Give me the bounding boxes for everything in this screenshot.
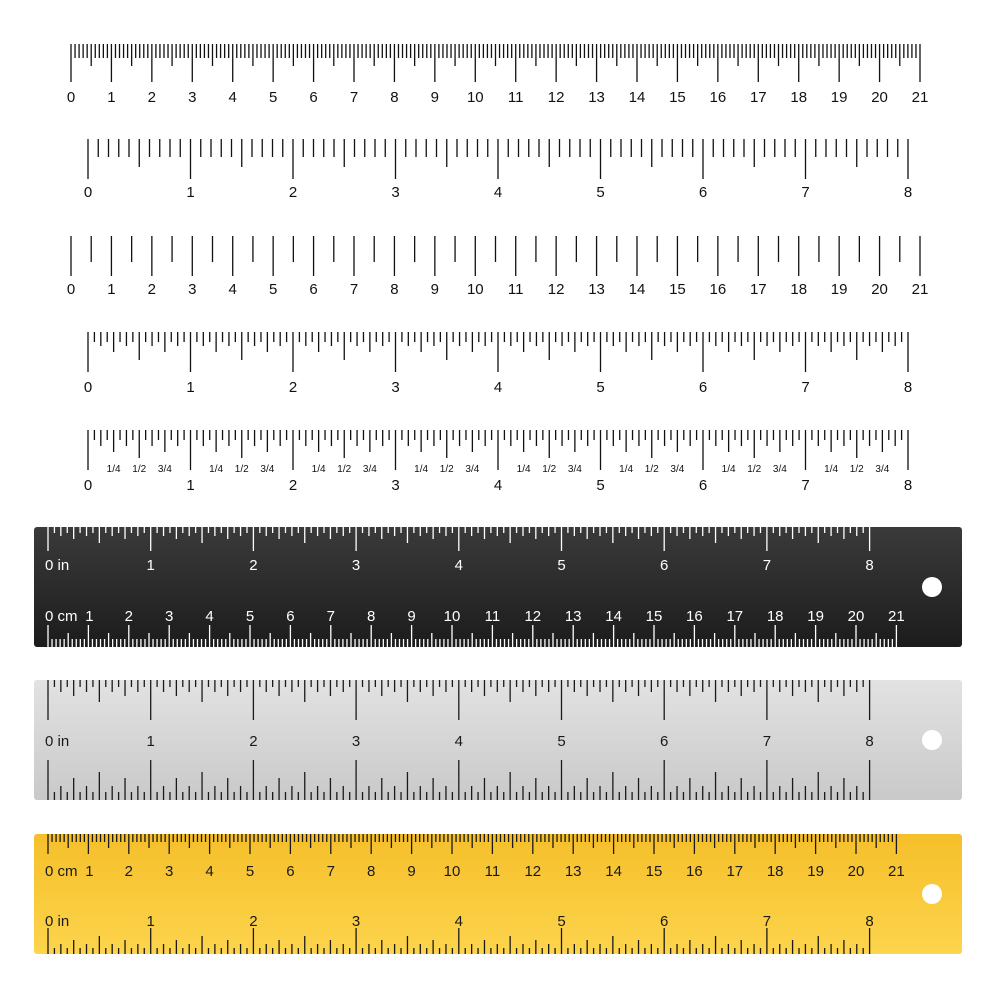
hanging-hole — [922, 577, 942, 597]
black-dual-ruler — [0, 527, 996, 651]
inch-label: 6 — [660, 557, 669, 574]
ruler-number-label: 7 — [349, 89, 359, 106]
cm-label: 14 — [605, 608, 622, 625]
ruler-number-label: 0 — [83, 184, 93, 201]
inch-label: 8 — [865, 913, 874, 930]
cm-label: 6 — [286, 863, 295, 880]
cm-label: 8 — [367, 608, 376, 625]
cm-label: 2 — [124, 608, 133, 625]
ruler-number-label: 0 — [83, 477, 93, 494]
fraction-label: 3/4 — [465, 464, 480, 475]
cm-label: 17 — [726, 863, 744, 880]
ruler-number-label: 6 — [309, 89, 318, 106]
inch-label: 7 — [762, 557, 772, 574]
inch-label: 1 — [146, 557, 155, 574]
ruler-number-label: 2 — [288, 184, 298, 201]
inch-label: 2 — [249, 733, 258, 750]
cm-label: 1 — [85, 863, 94, 880]
cm-label: 20 — [847, 863, 865, 880]
fraction-label: 1/2 — [542, 464, 557, 475]
ruler-number-label: 5 — [596, 379, 605, 396]
ruler-body — [34, 527, 962, 647]
cm-label: 15 — [645, 863, 663, 880]
inch-label: 1 — [146, 733, 155, 750]
cm-label: 3 — [165, 863, 174, 880]
ruler-number-label: 9 — [430, 89, 440, 106]
cm-label: 8 — [367, 863, 376, 880]
ruler-number-label: 12 — [547, 89, 565, 106]
ruler-number-label: 20 — [871, 281, 888, 298]
ruler-number-label: 8 — [903, 379, 913, 396]
cm-label: 5 — [245, 608, 255, 625]
ruler-number-label: 17 — [749, 89, 767, 106]
cm-label: 6 — [286, 608, 295, 625]
ruler-number-label: 15 — [669, 89, 686, 106]
ruler-number-label: 2 — [147, 281, 157, 298]
ruler-body — [34, 834, 962, 954]
cm-label: 9 — [407, 608, 416, 625]
cm-label: 19 — [807, 863, 824, 880]
ruler-number-label: 13 — [588, 281, 605, 298]
cm-label: 11 — [484, 608, 501, 625]
ruler-number-label: 1 — [107, 281, 116, 298]
ruler-number-label: 5 — [268, 281, 278, 298]
cm-label: 0 cm — [45, 608, 78, 625]
ruler-number-label: 11 — [507, 281, 524, 298]
cm-label: 12 — [524, 863, 542, 880]
hanging-hole — [922, 884, 942, 904]
ruler-number-label: 0 — [83, 379, 93, 396]
ruler-number-label: 10 — [466, 281, 484, 298]
cm-label: 17 — [726, 608, 744, 625]
ruler-number-label: 13 — [588, 89, 605, 106]
fraction-label: 1/4 — [209, 464, 224, 475]
ruler-body — [34, 680, 962, 800]
inch-label: 7 — [762, 733, 772, 750]
inch-label: 7 — [762, 913, 772, 930]
ruler-number-label: 18 — [790, 281, 808, 298]
ruler-number-label: 8 — [903, 477, 913, 494]
ruler-number-label: 2 — [288, 379, 298, 396]
fraction-label: 1/2 — [234, 464, 249, 475]
fraction-label: 1/2 — [849, 464, 864, 475]
fraction-label: 1/2 — [132, 464, 147, 475]
inch-label: 3 — [351, 913, 361, 930]
fraction-label: 3/4 — [772, 464, 787, 475]
cm-label: 1 — [85, 608, 94, 625]
metric-ruler-mm — [0, 40, 996, 110]
inch-label: 6 — [660, 913, 669, 930]
inch-label: 0 in — [45, 913, 70, 930]
ruler-number-label: 19 — [830, 281, 848, 298]
inch-label: 5 — [557, 557, 566, 574]
fraction-label: 1/4 — [721, 464, 736, 475]
ruler-number-label: 0 — [66, 89, 76, 106]
ruler-number-label: 12 — [547, 281, 565, 298]
fraction-label: 3/4 — [875, 464, 890, 475]
cm-label: 7 — [326, 863, 335, 880]
fraction-label: 1/4 — [619, 464, 634, 475]
inch-label: 1 — [146, 913, 155, 930]
yellow-dual-ruler — [0, 834, 996, 958]
inch-label: 2 — [249, 557, 258, 574]
ruler-number-label: 8 — [390, 89, 399, 106]
inch-label: 5 — [557, 733, 566, 750]
ruler-number-label: 14 — [628, 281, 646, 298]
inch-ruler-tenths — [0, 135, 996, 205]
fraction-label: 1/4 — [516, 464, 531, 475]
ruler-number-label: 11 — [507, 89, 524, 106]
ruler-number-label: 17 — [749, 281, 767, 298]
inch-label: 6 — [660, 733, 669, 750]
cm-label: 0 cm — [45, 863, 78, 880]
fraction-label: 3/4 — [670, 464, 685, 475]
ruler-number-label: 7 — [801, 184, 810, 201]
ruler-number-label: 3 — [391, 184, 400, 201]
ruler-number-label: 4 — [493, 379, 503, 396]
fraction-label: 1/2 — [747, 464, 762, 475]
ruler-number-label: 16 — [709, 89, 727, 106]
inch-label: 3 — [351, 557, 361, 574]
cm-label: 16 — [686, 863, 703, 880]
inch-label: 5 — [557, 913, 566, 930]
inch-label: 4 — [454, 557, 463, 574]
ruler-number-label: 3 — [188, 89, 197, 106]
ruler-number-label: 21 — [911, 281, 929, 298]
ruler-number-label: 4 — [493, 477, 503, 494]
fraction-label: 3/4 — [362, 464, 377, 475]
inch-label: 4 — [454, 733, 463, 750]
inch-label: 8 — [865, 733, 874, 750]
fraction-label: 1/4 — [311, 464, 326, 475]
ruler-number-label: 7 — [801, 379, 810, 396]
ruler-number-label: 20 — [871, 89, 888, 106]
ruler-number-label: 6 — [698, 477, 708, 494]
ruler-number-label: 5 — [268, 89, 278, 106]
fraction-label: 3/4 — [567, 464, 582, 475]
cm-label: 12 — [524, 608, 542, 625]
ruler-number-label: 1 — [186, 379, 195, 396]
cm-label: 7 — [326, 608, 335, 625]
metric-ruler-half-cm — [0, 232, 996, 302]
fraction-label: 1/4 — [106, 464, 121, 475]
ruler-number-label: 3 — [188, 281, 197, 298]
ruler-number-label: 4 — [228, 89, 237, 106]
ruler-number-label: 1 — [186, 477, 195, 494]
ruler-number-label: 19 — [830, 89, 848, 106]
inch-label: 2 — [249, 913, 258, 930]
cm-label: 13 — [564, 863, 582, 880]
ruler-number-label: 7 — [349, 281, 359, 298]
cm-label: 14 — [605, 863, 622, 880]
inch-label: 0 in — [45, 733, 70, 750]
cm-label: 11 — [484, 863, 501, 880]
cm-label: 10 — [443, 608, 461, 625]
ruler-number-label: 1 — [107, 89, 116, 106]
ruler-number-label: 3 — [391, 379, 400, 396]
cm-label: 13 — [564, 608, 582, 625]
ruler-number-label: 4 — [493, 184, 503, 201]
inch-ruler-fractions — [0, 426, 996, 498]
inch-label: 3 — [351, 733, 361, 750]
cm-label: 18 — [766, 608, 784, 625]
cm-label: 15 — [645, 608, 663, 625]
ruler-number-label: 18 — [790, 89, 808, 106]
ruler-number-label: 6 — [309, 281, 318, 298]
ruler-number-label: 2 — [288, 477, 298, 494]
inch-label: 8 — [865, 557, 874, 574]
ruler-number-label: 5 — [596, 477, 605, 494]
cm-label: 10 — [443, 863, 461, 880]
cm-label: 21 — [888, 608, 905, 625]
ruler-number-label: 2 — [147, 89, 157, 106]
cm-label: 4 — [205, 608, 214, 625]
fraction-label: 3/4 — [260, 464, 275, 475]
cm-label: 20 — [847, 608, 865, 625]
fraction-label: 1/2 — [439, 464, 454, 475]
ruler-number-label: 15 — [669, 281, 686, 298]
fraction-label: 1/2 — [644, 464, 659, 475]
fraction-label: 1/4 — [414, 464, 429, 475]
ruler-number-label: 21 — [911, 89, 929, 106]
cm-label: 5 — [245, 863, 255, 880]
fraction-label: 1/4 — [824, 464, 839, 475]
fraction-label: 3/4 — [157, 464, 172, 475]
ruler-number-label: 9 — [430, 281, 440, 298]
ruler-number-label: 0 — [66, 281, 76, 298]
cm-label: 16 — [686, 608, 703, 625]
inch-label: 0 in — [45, 557, 70, 574]
ruler-number-label: 8 — [903, 184, 913, 201]
inch-label: 4 — [454, 913, 463, 930]
ruler-number-label: 16 — [709, 281, 727, 298]
ruler-number-label: 3 — [391, 477, 400, 494]
hanging-hole — [922, 730, 942, 750]
cm-label: 21 — [888, 863, 905, 880]
ruler-number-label: 10 — [466, 89, 484, 106]
ruler-number-label: 1 — [186, 184, 195, 201]
cm-label: 19 — [807, 608, 824, 625]
inch-ruler-sixteenths — [0, 328, 996, 398]
cm-label: 3 — [165, 608, 174, 625]
ruler-number-label: 6 — [698, 184, 708, 201]
fraction-label: 1/2 — [337, 464, 352, 475]
cm-label: 4 — [205, 863, 214, 880]
ruler-number-label: 14 — [628, 89, 646, 106]
ruler-number-label: 4 — [228, 281, 237, 298]
ruler-number-label: 7 — [801, 477, 810, 494]
ruler-number-label: 5 — [596, 184, 605, 201]
cm-label: 2 — [124, 863, 133, 880]
ruler-number-label: 6 — [698, 379, 708, 396]
cm-label: 9 — [407, 863, 416, 880]
ruler-number-label: 8 — [390, 281, 399, 298]
cm-label: 18 — [766, 863, 784, 880]
silver-inch-ruler — [0, 680, 996, 804]
